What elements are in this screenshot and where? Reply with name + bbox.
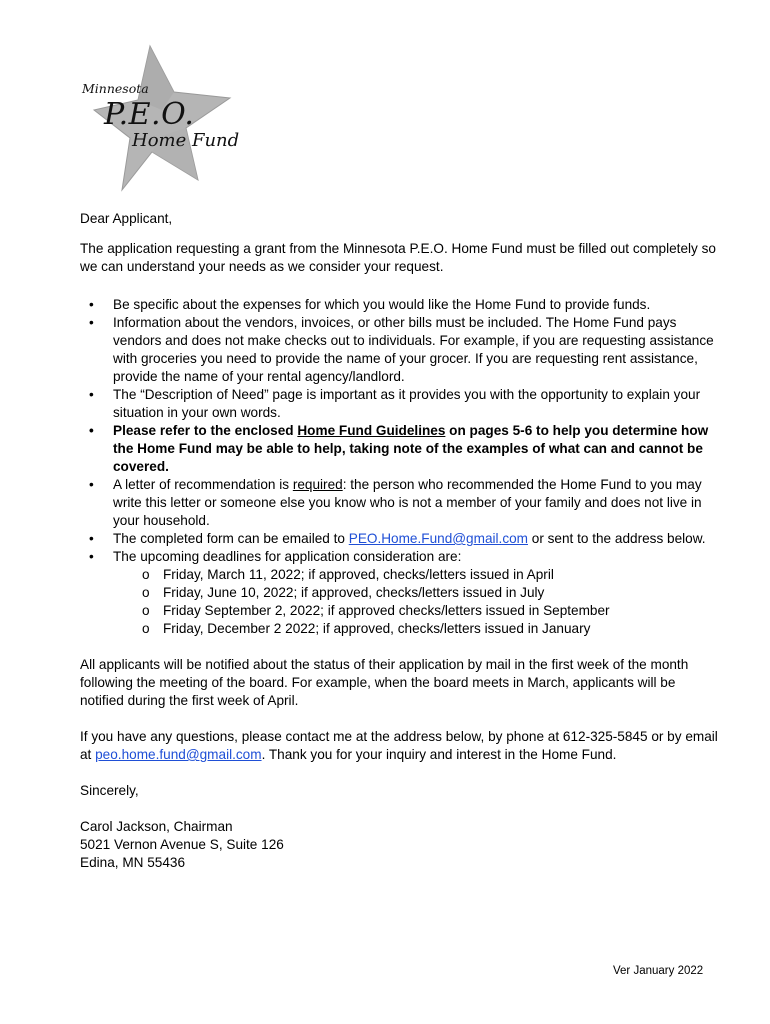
questions-text-post: . Thank you for your inquiry and interest in the Home Fund. bbox=[261, 747, 617, 762]
deadline-text: Friday, June 10, 2022; if approved, checks/letters issued in July bbox=[163, 585, 545, 600]
deadline-text: Friday September 2, 2022; if approved checks/letters issued in September bbox=[163, 603, 610, 618]
list-item-text: The “Description of Need” page is important as it provides you with the opportunity to explain your situation in your own words. bbox=[113, 387, 701, 420]
closing: Sincerely, bbox=[80, 783, 139, 798]
list-item-text: Be specific about the expenses for which you would like the Home Fund to provide funds. bbox=[113, 297, 651, 312]
guidelines-reference: Home Fund Guidelines bbox=[297, 423, 446, 438]
list-item bbox=[80, 296, 720, 314]
list-item bbox=[80, 314, 720, 386]
deadline-item bbox=[113, 566, 720, 584]
required-emphasis: required bbox=[292, 477, 343, 492]
address-line-2: Edina, MN 55436 bbox=[80, 855, 186, 870]
email-text-pre: The completed form can be emailed to bbox=[113, 531, 349, 546]
bullet-icon: • bbox=[89, 387, 94, 402]
deadline-item bbox=[113, 584, 720, 602]
circle-bullet-icon: o bbox=[142, 567, 150, 582]
list-item bbox=[80, 476, 720, 530]
deadlines-intro: The upcoming deadlines for application consideration are: bbox=[113, 549, 462, 564]
contact-email-link[interactable]: peo.home.fund@gmail.com bbox=[95, 747, 262, 762]
list-item bbox=[80, 530, 720, 548]
deadline-item bbox=[113, 602, 720, 620]
peo-home-fund-logo bbox=[78, 40, 248, 195]
notification-paragraph: All applicants will be notified about the status of their application by mail in the first week of the month following the meeting of the board. For example, when the board meets in March, applicants will be notified during the first week of April. bbox=[80, 657, 689, 708]
bullet-icon: • bbox=[89, 315, 94, 330]
deadline-item bbox=[113, 620, 720, 638]
logo-line-home-fund: Home Fund bbox=[132, 130, 240, 151]
email-text-post: or sent to the address below. bbox=[528, 531, 706, 546]
requirements-list bbox=[80, 296, 720, 638]
deadline-text: Friday, December 2 2022; if approved, checks/letters issued in January bbox=[163, 621, 591, 636]
bullet-icon: • bbox=[89, 531, 94, 546]
intro-paragraph: The application requesting a grant from the Minnesota P.E.O. Home Fund must be filled out completely so we can understand your needs as we consider your request. bbox=[80, 241, 716, 274]
bullet-icon: • bbox=[89, 297, 94, 312]
deadlines-list bbox=[113, 566, 720, 638]
signature-block bbox=[80, 818, 720, 872]
logo-line-minnesota: Minnesota bbox=[82, 81, 149, 96]
logo-line-peo: P.E.O. bbox=[104, 97, 195, 132]
questions-text-pre: If you have any questions, please contact me at the address below, by phone at 612-325-5845 or by email at bbox=[80, 729, 718, 762]
bullet-icon: • bbox=[89, 549, 94, 564]
recommendation-text-post: : the person who recommended the Home Fund to you may write this letter or someone else you know who is not a member of your family and does not live in your household. bbox=[113, 477, 702, 528]
circle-bullet-icon: o bbox=[142, 621, 150, 636]
recommendation-text-pre: A letter of recommendation is bbox=[113, 477, 293, 492]
signer-name: Carol Jackson, Chairman bbox=[80, 819, 233, 834]
greeting: Dear Applicant, bbox=[80, 211, 173, 226]
guidelines-text-pre: Please refer to the enclosed bbox=[113, 423, 298, 438]
questions-paragraph bbox=[80, 728, 720, 764]
deadline-text: Friday, March 11, 2022; if approved, checks/letters issued in April bbox=[163, 567, 554, 582]
bullet-icon: • bbox=[89, 477, 94, 492]
list-item bbox=[80, 422, 720, 476]
circle-bullet-icon: o bbox=[142, 585, 150, 600]
circle-bullet-icon: o bbox=[142, 603, 150, 618]
list-item-text: Information about the vendors, invoices, or other bills must be included. The Home Fund pays vendors and does not make checks out to individuals. For example, if you are requesting assistance with groceries you need to provide the name of your grocer. If you are requesting rent assistance, provide the name of your rental agency/landlord. bbox=[113, 315, 714, 384]
address-line-1: 5021 Vernon Avenue S, Suite 126 bbox=[80, 837, 284, 852]
guidelines-text-post: on pages 5-6 to help you determine how the Home Fund may be able to help, taking note of the examples of what can and cannot be covered. bbox=[113, 423, 709, 474]
list-item bbox=[80, 386, 720, 422]
list-item bbox=[80, 548, 720, 638]
letter-body bbox=[80, 210, 720, 872]
email-link[interactable]: PEO.Home.Fund@gmail.com bbox=[348, 531, 528, 546]
version-label: Ver January 2022 bbox=[613, 965, 704, 977]
bullet-icon: • bbox=[89, 423, 94, 438]
